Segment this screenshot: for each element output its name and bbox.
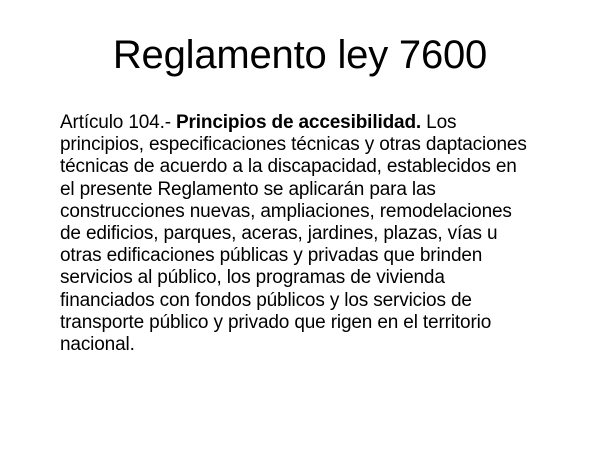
article-line: otras edificaciones públicas y privadas que brinden bbox=[60, 245, 483, 267]
article-first-line bbox=[60, 112, 572, 134]
article-line: financiados con fondos públicos y los servicios de bbox=[60, 289, 472, 311]
article-line: técnicas de acuerdo a la discapacidad, establecidos en bbox=[60, 156, 517, 178]
article-line: servicios al público, los programas de vivienda bbox=[60, 267, 445, 289]
slide-title: Reglamento ley 7600 bbox=[112, 33, 488, 77]
bullet-list bbox=[32, 112, 572, 356]
article-line: principios, especificaciones técnicas y otras daptaciones bbox=[60, 134, 527, 156]
article-line: nacional. bbox=[60, 334, 135, 356]
article-line: transporte público y privado que rigen en el territorio bbox=[60, 311, 492, 333]
article-line: construcciones nuevas, ampliaciones, remodelaciones bbox=[60, 200, 512, 222]
article-first-line-rest: Los bbox=[421, 112, 457, 133]
article-line: de edificios, parques, aceras, jardines, plazas, vías u bbox=[60, 223, 498, 245]
bullet-item-article-104 bbox=[32, 112, 572, 356]
article-heading: Principios de accesibilidad. bbox=[176, 112, 422, 133]
article-line: el presente Reglamento se aplicarán para las bbox=[60, 178, 436, 200]
article-number: Artículo 104.- bbox=[60, 112, 177, 133]
article-text bbox=[60, 112, 572, 356]
